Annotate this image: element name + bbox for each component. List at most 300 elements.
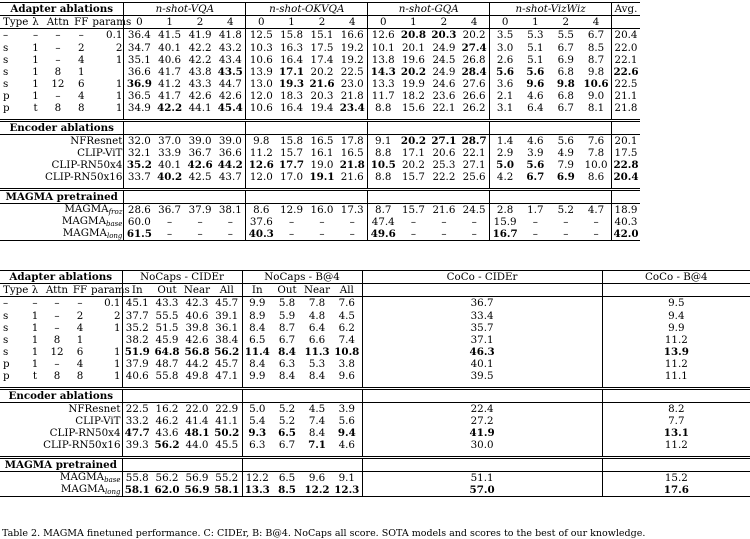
table-cell: 15.8 (280, 134, 303, 147)
spacer-cell (185, 189, 215, 203)
nocaps-cider-header: NoCaps - CIDEr (122, 271, 242, 284)
table-cell: 37.7 (122, 310, 152, 322)
table-row (0, 228, 640, 241)
table-cell: 22.6 (613, 65, 639, 78)
table-cell: 36.4 (124, 29, 154, 42)
table-cell: 24.9 (432, 41, 456, 54)
coco-cider-subheader (362, 284, 602, 297)
model-variant: base (106, 220, 123, 229)
table-cell: 4.6 (527, 134, 544, 147)
table-cell: 35.2 (122, 322, 152, 334)
table-cell: – (32, 297, 38, 310)
table-cell: 5.6 (338, 415, 355, 427)
table-cell: 16.0 (310, 203, 334, 216)
table-cell: 41.7 (158, 65, 182, 78)
table-cell: 36.9 (124, 78, 154, 90)
spacer-cell (215, 120, 246, 134)
table-cell: – (3, 29, 9, 42)
table-cell: 12.6 (246, 159, 276, 171)
table-cell: 15.7 (401, 171, 425, 184)
table-cell: s (3, 321, 9, 334)
table-cell: 9.3 (242, 427, 272, 439)
table-cell (91, 66, 124, 78)
table-cell: 8 (53, 370, 61, 383)
table-cell: 5.1 (527, 53, 544, 66)
table-cell: 4.5 (338, 309, 355, 322)
table-cell: 1 (31, 321, 39, 334)
table-cell: 12.0 (246, 90, 276, 102)
table-cell: 47.1 (215, 370, 239, 383)
table-cell: 12.2 (304, 483, 330, 496)
encoder-ablations-header (0, 388, 750, 402)
encoder-name: CLIP-RN50x4 (49, 427, 121, 440)
table-row (0, 371, 750, 383)
table-cell: 45.7 (215, 358, 239, 371)
table-cell: 57.0 (362, 484, 602, 497)
spacer-cell (272, 457, 302, 471)
spacer-cell (185, 120, 215, 134)
table-cell: 14.3 (368, 66, 398, 78)
shot-header: 0 (490, 16, 520, 29)
table-cell: 17.5 (612, 147, 640, 159)
table-cell: 7.4 (308, 415, 326, 427)
spacer-cell (276, 120, 306, 134)
table-cell: 3.6 (490, 78, 520, 90)
captioning-results-table (0, 270, 750, 497)
table-cell: – (441, 215, 447, 228)
table-cell: 1 (113, 370, 121, 383)
table-cell: 12.2 (242, 471, 272, 484)
table-cell: 12.6 (368, 29, 398, 42)
table-cell: 22.5 (122, 402, 152, 415)
avg-header: Avg. (612, 3, 640, 16)
table-row (0, 54, 640, 66)
table-cell: 40.6 (185, 309, 209, 322)
table-cell: 13.3 (368, 78, 398, 90)
table-cell: 9.8 (556, 78, 575, 91)
section-label: Adapter ablations (10, 2, 114, 15)
table-cell: 6 (76, 346, 84, 359)
table-cell: 43.7 (218, 171, 242, 184)
table-cell: – (55, 90, 61, 103)
spacer-cell (154, 189, 184, 203)
table-cell: 7.6 (338, 297, 355, 310)
table-cell: 5.4 (242, 415, 272, 427)
table-cell: 26.2 (462, 102, 486, 115)
spacer-cell (612, 120, 640, 134)
table-cell: 6.2 (338, 321, 355, 334)
table-cell: 11.3 (304, 346, 330, 359)
table-cell: 60.0 (124, 216, 154, 228)
table-cell: 19.2 (340, 53, 364, 66)
table-cell: 36.6 (124, 66, 154, 78)
table-cell: 58.1 (122, 484, 152, 497)
table-cell: – (410, 228, 417, 241)
table-cell: 21.6 (340, 171, 364, 184)
table-cell: 20.4 (612, 29, 640, 42)
spacer-cell (581, 189, 611, 203)
spacer-cell (302, 457, 332, 471)
table-cell: 20.2 (310, 65, 334, 78)
table-cell: 8.7 (587, 53, 605, 66)
table-cell: 8 (54, 102, 62, 115)
table-cell: 21.6 (432, 203, 456, 216)
table-cell: 22.9 (215, 402, 239, 415)
table-cell: 22.0 (185, 402, 209, 415)
table-cell: 10.3 (246, 42, 276, 54)
encoder-name: CLIP-RN50x16 (43, 439, 121, 452)
table-cell: 27.4 (461, 41, 487, 54)
table-cell: 18.2 (401, 90, 425, 103)
table-cell: 11.2 (246, 147, 276, 159)
table-cell: 6.5 (278, 471, 296, 484)
table-cell: 62.0 (154, 483, 180, 496)
spacer-cell (242, 388, 272, 402)
table-cell: 5.0 (242, 402, 272, 415)
vizwiz-header: n-shot-VizWiz (490, 3, 612, 16)
table-cell: 43.2 (218, 41, 242, 54)
table-cell: t (32, 370, 38, 383)
spacer-cell (152, 457, 182, 471)
table-cell: 1 (76, 333, 84, 346)
table-row (0, 103, 640, 115)
split-header: Out (157, 284, 177, 297)
table-cell: 36.7 (158, 203, 182, 216)
table-cell: 15.1 (310, 29, 334, 42)
table-cell: 45.9 (155, 333, 179, 346)
shot-header: 2 (562, 16, 570, 29)
table-cell: 47.4 (368, 216, 398, 228)
table-cell: 22.0 (612, 42, 640, 54)
table-cell: 19.9 (401, 78, 425, 91)
table-cell: 1 (113, 358, 121, 371)
table-cell: 22.1 (462, 147, 486, 159)
table-cell: 9.8 (587, 65, 605, 78)
table-cell: 17.7 (278, 159, 305, 172)
table-cell: 8.8 (368, 103, 398, 115)
table-cell: 22.1 (612, 54, 640, 66)
table-cell: 16.2 (155, 402, 179, 415)
encoder-name: CLIP-ViT (75, 415, 121, 427)
table-cell: – (55, 29, 61, 42)
table-cell: – (197, 215, 203, 228)
table-cell: 8.8 (368, 171, 398, 183)
spacer-cell (122, 388, 152, 402)
table-cell: – (3, 297, 9, 310)
table-cell: 8.4 (278, 370, 296, 383)
table-row (0, 171, 640, 183)
table-cell: 1 (32, 41, 39, 54)
table-cell: 4 (76, 358, 84, 371)
table-row (0, 334, 750, 346)
table-cell: 4 (77, 90, 85, 103)
table-cell: 20.2 (462, 29, 486, 42)
spacer-cell (307, 120, 337, 134)
table-row (0, 310, 750, 322)
spacer-cell (124, 189, 154, 203)
table-cell: 33.4 (362, 310, 602, 322)
table-cell: 1 (113, 346, 121, 359)
table-cell: 9.6 (308, 471, 326, 484)
table-cell: 4.6 (338, 439, 355, 452)
table-cell: 30.0 (362, 439, 602, 451)
table-cell: – (532, 228, 538, 241)
column-header: Attn (45, 284, 69, 297)
table-cell: 19.3 (278, 78, 305, 91)
table-cell: 8.2 (602, 402, 750, 415)
table-cell: 7.1 (308, 439, 326, 452)
table-cell: 44.7 (218, 78, 242, 91)
table-cell: – (593, 228, 599, 241)
table-cell: 8.4 (242, 322, 272, 334)
table-cell: 36.1 (215, 321, 239, 334)
table-cell: t (33, 102, 38, 115)
split-header: Near (183, 284, 211, 297)
table-cell: 17.1 (278, 65, 305, 78)
table-cell: 55.8 (155, 370, 179, 383)
spacer-cell (154, 120, 184, 134)
table-cell: 1 (113, 321, 121, 334)
table-cell: – (471, 228, 477, 241)
table-cell: 5.2 (278, 415, 296, 427)
table-cell: 8.4 (242, 358, 272, 370)
table-cell: 1 (115, 102, 123, 115)
table-cell: 10.6 (246, 103, 276, 115)
table-cell: s (3, 65, 9, 78)
table-cell: 16.6 (340, 29, 364, 42)
table-cell: 27.1 (462, 159, 486, 172)
table-cell: 21.8 (612, 103, 640, 115)
table-cell: 12.9 (280, 203, 303, 216)
table-row (0, 346, 750, 358)
table-cell: 22.2 (432, 171, 456, 184)
table-cell: 56.2 (155, 471, 179, 484)
section-label: MAGMA pretrained (4, 458, 117, 471)
spacer-cell (182, 457, 212, 471)
table-cell: 41.9 (188, 29, 212, 42)
table-cell: 15.7 (280, 147, 303, 159)
okvqa-header: n-shot-OKVQA (246, 3, 368, 16)
table-cell: 8.6 (246, 203, 276, 216)
table-cell: 42.6 (218, 90, 242, 103)
table-cell: 13.9 (602, 346, 750, 358)
table-cell: 16.1 (310, 147, 334, 159)
spacer-cell (242, 457, 272, 471)
table-cell: 6.7 (587, 29, 605, 42)
spacer-cell (398, 189, 428, 203)
table-cell: 15.7 (401, 203, 425, 216)
spacer-cell (429, 120, 459, 134)
table-cell: 48.7 (155, 358, 179, 371)
table-cell: 5.6 (526, 159, 545, 172)
table-cell: 19.6 (401, 53, 425, 66)
shot-header: 2 (440, 16, 448, 29)
table-cell: 6.3 (278, 358, 296, 371)
section-label: MAGMA pretrained (5, 190, 118, 203)
table-cell: 38.2 (122, 334, 152, 346)
table-cell: 44.0 (185, 439, 209, 452)
model-name: $MAGMA_{base}$ (59, 470, 121, 484)
table-cell: 16.3 (280, 41, 303, 54)
table-cell: 49.6 (368, 228, 398, 241)
table-cell: 42.3 (185, 297, 209, 310)
table-cell: 43.3 (155, 297, 179, 310)
spacer-cell (332, 457, 362, 471)
table-cell: 44.2 (185, 358, 209, 371)
table-row (0, 66, 640, 78)
table-cell: 15.2 (602, 471, 750, 484)
table-cell: 8.7 (368, 203, 398, 216)
shot-header: 0 (124, 16, 154, 29)
table-row (0, 471, 750, 484)
table-cell: 9.4 (337, 427, 356, 440)
table-row (0, 402, 750, 415)
table-cell: 7.7 (602, 415, 750, 427)
table-cell: 20.2 (400, 134, 426, 147)
table-cell: – (197, 228, 203, 241)
table-cell: 1 (31, 333, 39, 346)
table-cell: 9.0 (587, 90, 605, 103)
model-variant: long (105, 488, 121, 497)
encoder-name: CLIP-RN50x4 (51, 159, 123, 172)
table-cell: 55.8 (122, 471, 152, 484)
spacer-cell (122, 457, 152, 471)
table-cell: 36.5 (124, 90, 154, 102)
table-cell: 6.7 (278, 333, 296, 346)
table-cell: 23.0 (340, 78, 364, 91)
table-cell: 13.8 (368, 54, 398, 66)
table-cell: 40.3 (246, 228, 276, 241)
table-cell: 35.7 (362, 322, 602, 334)
table-cell: 40.1 (158, 41, 182, 54)
table-cell: 35.1 (124, 54, 154, 66)
table-cell: 11.2 (602, 439, 750, 451)
table-cell: – (167, 228, 173, 241)
table-cell: 4.6 (527, 90, 544, 103)
table-cell: 41.9 (362, 427, 602, 439)
table-cell: 9.6 (526, 78, 545, 91)
table-cell: 22.5 (340, 65, 364, 78)
table-row (0, 159, 640, 171)
table-cell: 28.7 (461, 134, 487, 147)
table-cell: 20.4 (613, 171, 639, 184)
spacer-cell (581, 120, 611, 134)
spacer-cell (459, 189, 489, 203)
table-cell: 9.9 (602, 322, 750, 334)
table-cell: 27.1 (431, 134, 457, 147)
model-name: $MAGMA_{long}$ (62, 227, 123, 241)
table-cell: 42.2 (188, 41, 212, 54)
table-cell: – (532, 215, 538, 228)
table-cell: 20.3 (431, 29, 457, 42)
table-cell: 10.6 (583, 78, 609, 91)
table-cell: 24.6 (432, 78, 456, 91)
table-cell: 33.2 (122, 415, 152, 427)
table-row (0, 358, 750, 370)
shot-header: 1 (410, 16, 417, 29)
table-cell: 20.6 (432, 147, 456, 159)
table-cell: 39.5 (362, 371, 602, 383)
table-cell: – (227, 228, 233, 241)
table-cell: 41.5 (158, 29, 182, 42)
table-cell: 8 (77, 102, 85, 115)
table-cell: 47.7 (122, 427, 152, 439)
table-cell: 43.8 (188, 65, 212, 78)
table-cell: – (167, 215, 173, 228)
spacer-cell (152, 388, 182, 402)
table-cell: 5.9 (278, 309, 296, 322)
table-cell: 39.8 (185, 321, 209, 334)
table-cell: 6 (77, 78, 85, 91)
table-cell: 13.9 (246, 66, 276, 78)
table-cell: 10.5 (368, 159, 398, 171)
spacer-cell (272, 388, 302, 402)
table-cell: 5.3 (527, 29, 544, 42)
table-cell: 40.1 (362, 358, 602, 370)
table-caption: Table 2. MAGMA finetuned performance. C: CIDEr, B: B@4. NoCaps all score. SOTA models and scores to the best of our knowledge. (2, 528, 646, 539)
table-cell: 9.1 (368, 134, 398, 147)
table-cell: 40.6 (122, 371, 152, 383)
table-cell: 1 (32, 78, 39, 91)
table-cell: 15.6 (401, 102, 425, 115)
table-cell: 37.0 (158, 134, 182, 147)
spacer-cell (246, 189, 276, 203)
table-cell: 7.6 (587, 134, 605, 147)
table-cell: 6.4 (308, 321, 326, 334)
table-cell: 21.1 (612, 90, 640, 102)
shot-header: 2 (196, 16, 204, 29)
spacer-cell (551, 120, 581, 134)
split-header: All (219, 284, 234, 297)
table-cell: – (227, 215, 233, 228)
table-cell: 5.2 (557, 203, 574, 216)
table-cell: 19.1 (309, 171, 335, 184)
table-cell: 43.6 (155, 427, 179, 440)
table-cell: 2 (77, 41, 85, 54)
avg-subheader (612, 16, 640, 29)
table-cell: 38.4 (215, 333, 239, 346)
table-cell: 6.6 (308, 333, 326, 346)
table-cell: – (54, 358, 60, 371)
table-cell: 4.8 (308, 309, 326, 322)
table-cell: 16.5 (310, 134, 334, 147)
model-name: $MAGMA_{froz}$ (64, 202, 123, 216)
table-cell: 8.9 (242, 310, 272, 322)
table-cell: 24.9 (432, 65, 456, 78)
table-cell: 61.5 (124, 228, 154, 241)
table-cell: 4 (77, 53, 85, 66)
table-cell: – (593, 215, 599, 228)
section-label: Encoder ablations (8, 389, 113, 402)
table-cell: 4.2 (490, 171, 520, 183)
table-cell: 23.4 (339, 102, 365, 115)
table-cell: 17.4 (310, 53, 334, 66)
table-cell: 1 (31, 358, 39, 371)
table-cell: 3.8 (338, 358, 355, 371)
table-cell: 7.4 (338, 333, 355, 346)
spacer-cell (246, 120, 276, 134)
table-cell: 43.4 (218, 53, 242, 66)
table-cell: – (349, 228, 355, 241)
table-cell: – (288, 215, 295, 228)
column-header: FF (72, 284, 88, 297)
table-cell: 10.1 (368, 42, 398, 54)
column-header: params (91, 284, 130, 297)
table-cell: 49.8 (185, 370, 209, 383)
table-row (0, 203, 640, 216)
table-cell: 6.4 (527, 102, 544, 115)
table-cell: 28.4 (461, 65, 487, 78)
